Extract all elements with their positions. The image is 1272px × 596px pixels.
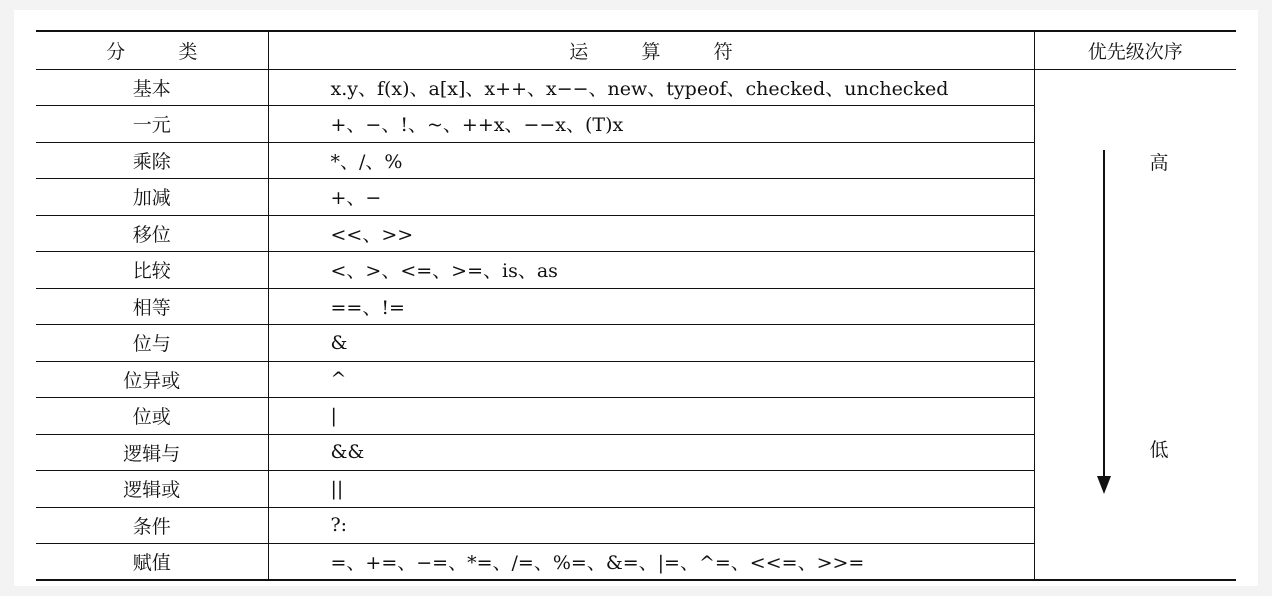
header-category: 分 类 xyxy=(36,31,268,69)
operators-cell: || xyxy=(268,471,1034,508)
category-cell: 移位 xyxy=(36,215,268,252)
category-cell: 条件 xyxy=(36,507,268,544)
category-cell: 位异或 xyxy=(36,361,268,398)
precedence-arrow-line xyxy=(1103,150,1105,480)
operators-cell: <、>、<=、>=、is、as xyxy=(268,252,1034,289)
category-cell: 基本 xyxy=(36,69,268,106)
category-cell: 比较 xyxy=(36,252,268,289)
operators-cell: =、+=、−=、*=、/=、%=、&=、|=、^=、<<=、>>= xyxy=(268,544,1034,581)
operators-cell: ^ xyxy=(268,361,1034,398)
category-cell: 逻辑或 xyxy=(36,471,268,508)
header-precedence: 优先级次序 xyxy=(1034,31,1236,69)
operators-cell: +、−、!、~、++x、−−x、(T)x xyxy=(268,106,1034,143)
operators-cell: ?: xyxy=(268,507,1034,544)
operators-cell: && xyxy=(268,434,1034,471)
operators-cell: ==、!= xyxy=(268,288,1034,325)
category-cell: 逻辑与 xyxy=(36,434,268,471)
precedence-high-label: 高 xyxy=(1149,151,1169,174)
category-cell: 乘除 xyxy=(36,142,268,179)
category-cell: 加减 xyxy=(36,179,268,216)
operators-cell: x.y、f(x)、a[x]、x++、x−−、new、typeof、checked、unchecked xyxy=(268,69,1034,106)
operators-cell: *、/、% xyxy=(268,142,1034,179)
category-cell: 一元 xyxy=(36,106,268,143)
down-arrow-icon xyxy=(1097,476,1111,494)
category-cell: 位或 xyxy=(36,398,268,435)
header-row xyxy=(36,31,1236,69)
category-cell: 相等 xyxy=(36,288,268,325)
table-row xyxy=(36,69,1236,106)
operators-cell: <<、>> xyxy=(268,215,1034,252)
category-cell: 位与 xyxy=(36,325,268,362)
operators-cell: & xyxy=(268,325,1034,362)
category-cell: 赋值 xyxy=(36,544,268,581)
header-operators: 运 算 符 xyxy=(268,31,1034,69)
operators-cell: +、− xyxy=(268,179,1034,216)
precedence-low-label: 低 xyxy=(1149,438,1169,461)
operator-precedence-table xyxy=(36,30,1236,581)
operators-cell: | xyxy=(268,398,1034,435)
precedence-cell xyxy=(1034,69,1236,580)
